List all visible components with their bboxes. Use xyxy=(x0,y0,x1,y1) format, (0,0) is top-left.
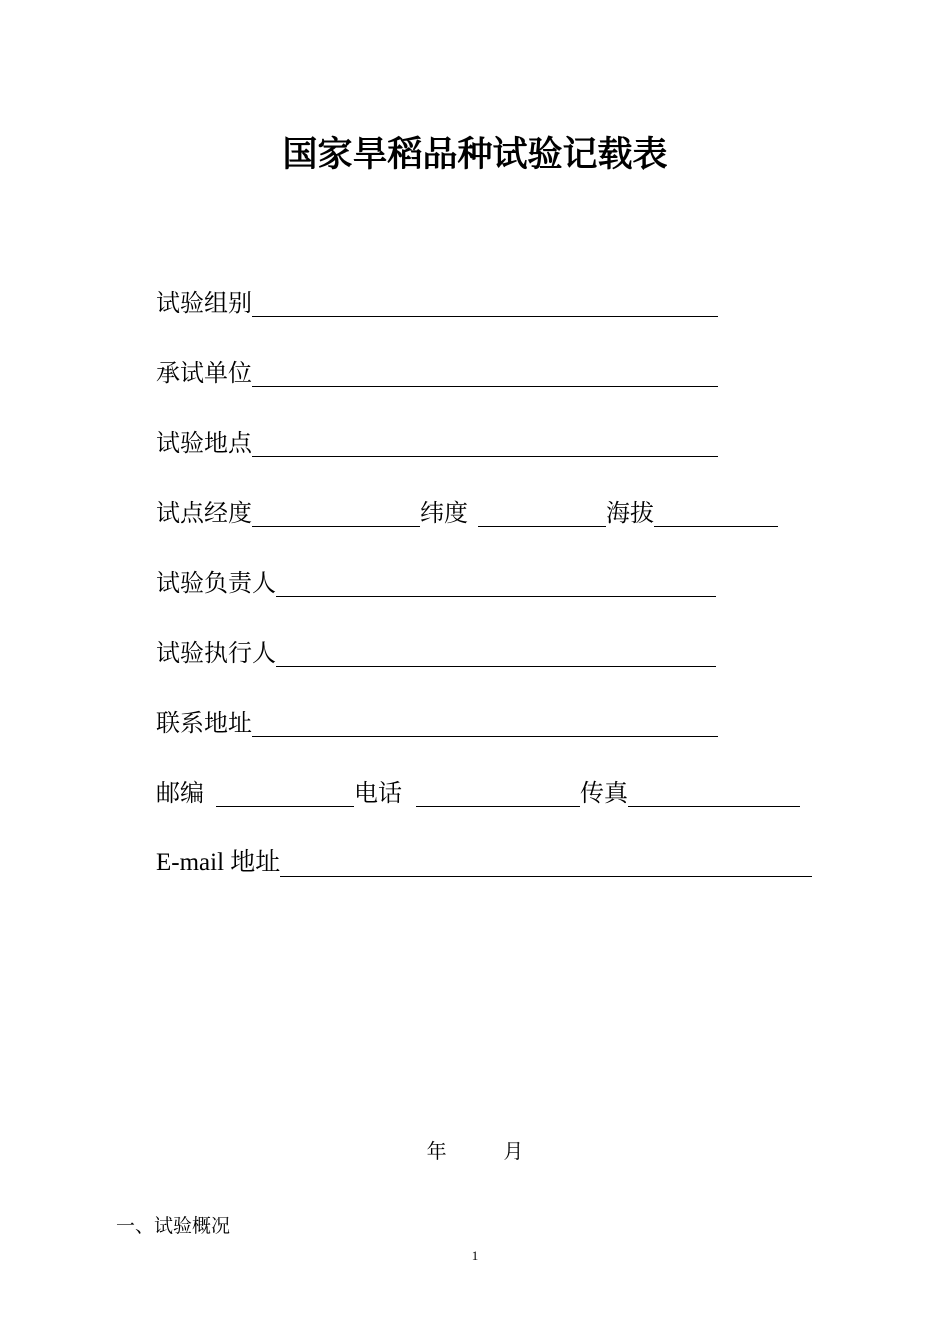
field-location-row xyxy=(156,418,718,458)
page-number: 1 xyxy=(471,1248,479,1263)
field-fax-blank[interactable] xyxy=(628,778,800,807)
field-phone-blank[interactable] xyxy=(416,778,580,807)
field-postcode-label: 邮编 xyxy=(156,779,204,807)
field-latitude-label: 纬度 xyxy=(420,499,468,527)
field-address-row xyxy=(156,698,718,738)
field-leader-blank[interactable] xyxy=(276,568,716,597)
section-heading: 一、试验概况 xyxy=(116,1215,231,1237)
field-executor-row xyxy=(156,628,716,668)
field-coordinates-row xyxy=(156,488,778,528)
field-unit-label: 承试单位 xyxy=(156,359,252,387)
field-executor-blank[interactable] xyxy=(276,638,716,667)
field-leader-label: 试验负责人 xyxy=(156,569,276,597)
document-title: 国家旱稻品种试验记载表 xyxy=(282,135,668,175)
date-year-label: 年 xyxy=(426,1139,447,1163)
field-contact-row xyxy=(156,768,800,808)
field-group-label: 试验组别 xyxy=(156,289,252,317)
field-leader-row xyxy=(156,558,716,598)
field-longitude-label: 试点经度 xyxy=(156,499,252,527)
field-email-label: E-mail 地址 xyxy=(156,849,281,876)
field-longitude-blank[interactable] xyxy=(252,498,420,527)
field-altitude-blank[interactable] xyxy=(654,498,778,527)
field-email-blank[interactable] xyxy=(280,848,812,877)
field-latitude-blank[interactable] xyxy=(478,498,606,527)
field-location-label: 试验地点 xyxy=(156,429,252,457)
field-unit-row xyxy=(156,348,718,388)
field-postcode-blank[interactable] xyxy=(216,778,354,807)
field-email-row xyxy=(156,838,812,878)
field-group-row xyxy=(156,278,718,318)
field-unit-blank[interactable] xyxy=(252,358,718,387)
field-group-blank[interactable] xyxy=(252,288,718,317)
field-altitude-label: 海拔 xyxy=(606,499,654,527)
field-location-blank[interactable] xyxy=(252,428,718,457)
date-line xyxy=(0,1135,950,1164)
field-address-blank[interactable] xyxy=(252,708,718,737)
field-phone-label: 电话 xyxy=(354,779,402,807)
field-address-label: 联系地址 xyxy=(156,709,252,737)
field-fax-label: 传真 xyxy=(580,779,628,807)
field-executor-label: 试验执行人 xyxy=(156,639,276,667)
date-month-label: 月 xyxy=(503,1139,524,1163)
